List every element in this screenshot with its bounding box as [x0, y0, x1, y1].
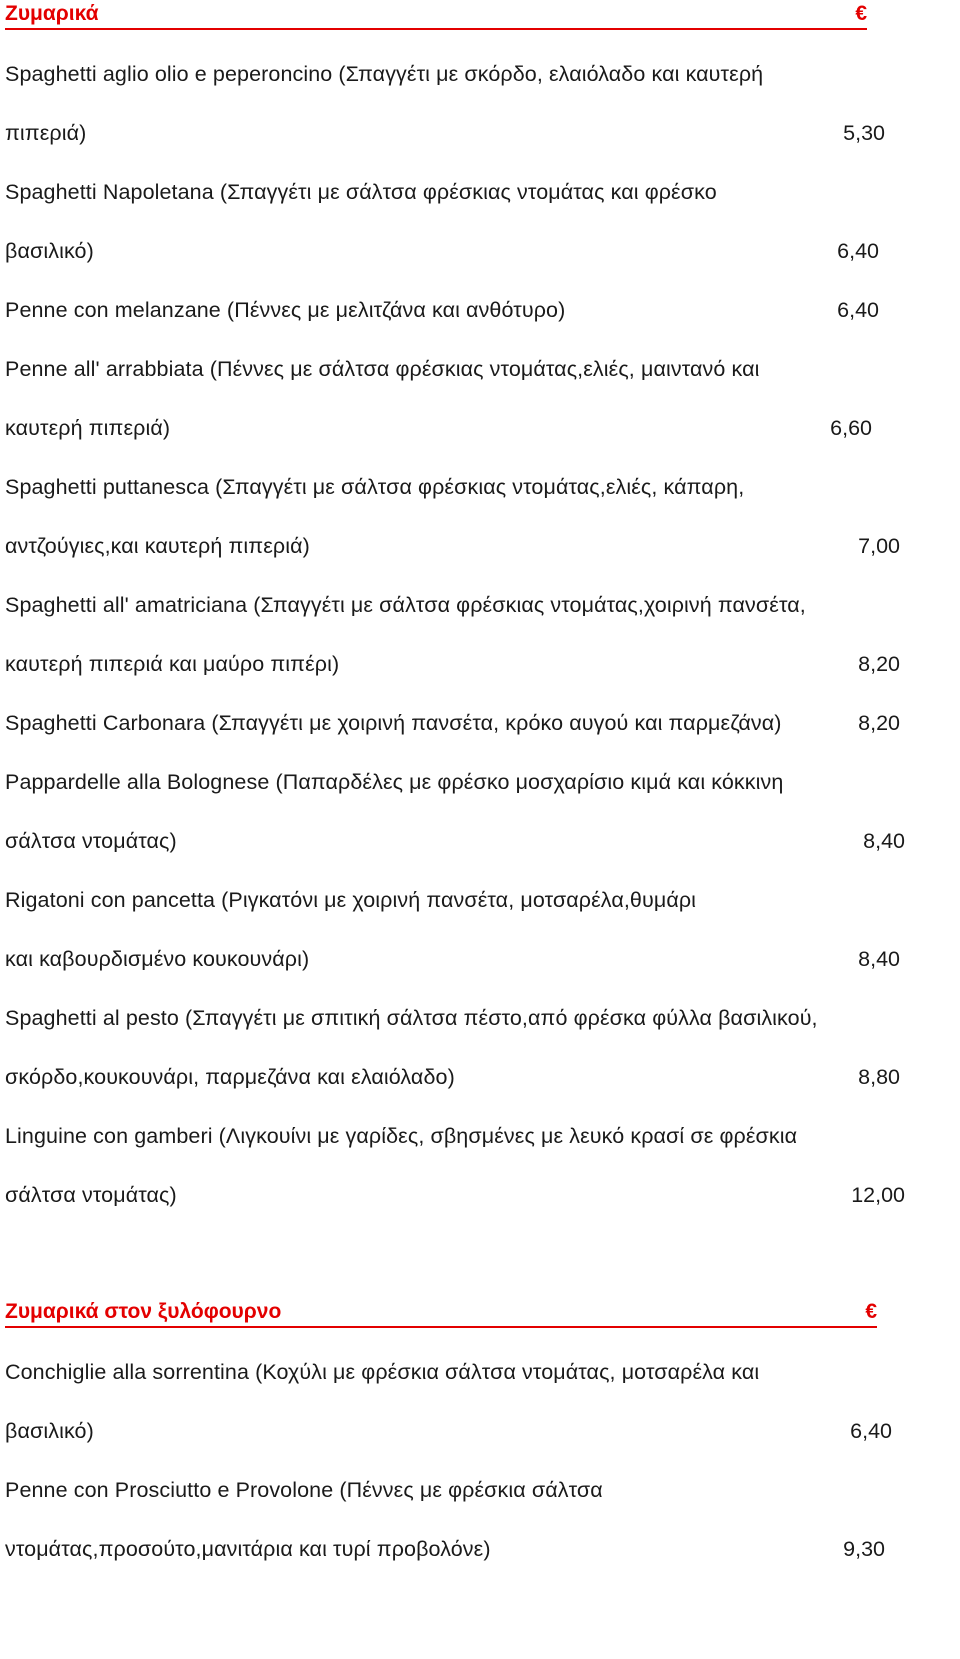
menu-item-price: 8,40	[863, 829, 905, 853]
section-title: Ζυμαρικά στον ξυλόφουρνο	[5, 1300, 282, 1323]
menu-item-price: 9,30	[843, 1537, 885, 1561]
menu-item-line: Penne con Prosciutto e Provolone (Πέννες με φρέσκια σάλτσα	[5, 1478, 603, 1502]
menu-item-price: 12,00	[851, 1183, 905, 1207]
section-header-wood-oven-pasta	[5, 1298, 877, 1328]
menu-item-line: και καβουρδισμένο κουκουνάρι)	[5, 947, 310, 971]
menu-item-line: βασιλικό)	[5, 1419, 94, 1443]
menu-item-line: σάλτσα ντομάτας)	[5, 829, 177, 853]
menu-item-price: 6,40	[837, 298, 879, 322]
menu-item-line: καυτερή πιπεριά)	[5, 416, 171, 440]
menu-item-line: σάλτσα ντομάτας)	[5, 1183, 177, 1207]
menu-item-line: Spaghetti puttanesca (Σπαγγέτι με σάλτσα φρέσκιας ντομάτας,ελιές, κάπαρη,	[5, 475, 745, 499]
menu-item-price: 8,40	[858, 947, 900, 971]
menu-item-line: καυτερή πιπεριά και μαύρο πιπέρι)	[5, 652, 340, 676]
menu-item-line: βασιλικό)	[5, 239, 94, 263]
menu-item-line: Spaghetti all' amatriciana (Σπαγγέτι με σάλτσα φρέσκιας ντομάτας,χοιρινή πανσέτα,	[5, 593, 806, 617]
currency-symbol: €	[855, 2, 867, 25]
section-header-pasta	[5, 0, 867, 30]
menu-item-line: Pappardelle alla Bolognese (Παπαρδέλες με φρέσκο μοσχαρίσιο κιμά και κόκκινη	[5, 770, 784, 794]
menu-item-price: 6,40	[850, 1419, 892, 1443]
menu-item-line: Spaghetti al pesto (Σπαγγέτι με σπιτική σάλτσα πέστο,από φρέσκα φύλλα βασιλικού,	[5, 1006, 818, 1030]
menu-item-line: Spaghetti Napoletana (Σπαγγέτι με σάλτσα φρέσκιας ντομάτας και φρέσκο	[5, 180, 717, 204]
menu-item-price: 8,80	[858, 1065, 900, 1089]
currency-symbol: €	[865, 1300, 877, 1323]
menu-item-price: 6,60	[830, 416, 872, 440]
menu-item-line: Spaghetti aglio olio e peperoncino (Σπαγγέτι με σκόρδο, ελαιόλαδο και καυτερή	[5, 62, 764, 86]
menu-item-price: 5,30	[843, 121, 885, 145]
menu-item-line: σκόρδο,κουκουνάρι, παρμεζάνα και ελαιόλαδο)	[5, 1065, 455, 1089]
menu-item-price: 8,20	[858, 652, 900, 676]
menu-item-line: Rigatoni con pancetta (Ριγκατόνι με χοιρινή πανσέτα, μοτσαρέλα,θυμάρι	[5, 888, 697, 912]
menu-item-line: πιπεριά)	[5, 121, 87, 145]
menu-item-line: αντζούγιες,και καυτερή πιπεριά)	[5, 534, 310, 558]
menu-item-price: 7,00	[858, 534, 900, 558]
menu-item-line: Conchiglie alla sorrentina (Κοχύλι με φρέσκια σάλτσα ντομάτας, μοτσαρέλα και	[5, 1360, 760, 1384]
menu-item-price: 6,40	[837, 239, 879, 263]
menu-item-line: Penne all' arrabbiata (Πέννες με σάλτσα φρέσκιας ντομάτας,ελιές, μαιντανό και	[5, 357, 760, 381]
menu-item-line: Spaghetti Carbonara (Σπαγγέτι με χοιρινή πανσέτα, κρόκο αυγού και παρμεζάνα)	[5, 711, 782, 735]
menu-item-line: ντομάτας,προσούτο,μανιτάρια και τυρί προβολόνε)	[5, 1537, 491, 1561]
section-title: Ζυμαρικά	[5, 2, 99, 25]
menu-item-line: Penne con melanzane (Πέννες με μελιτζάνα και ανθότυρο)	[5, 298, 566, 322]
menu-item-price: 8,20	[858, 711, 900, 735]
menu-item-line: Linguine con gamberi (Λιγκουίνι με γαρίδες, σβησμένες με λευκό κρασί σε φρέσκια	[5, 1124, 798, 1148]
